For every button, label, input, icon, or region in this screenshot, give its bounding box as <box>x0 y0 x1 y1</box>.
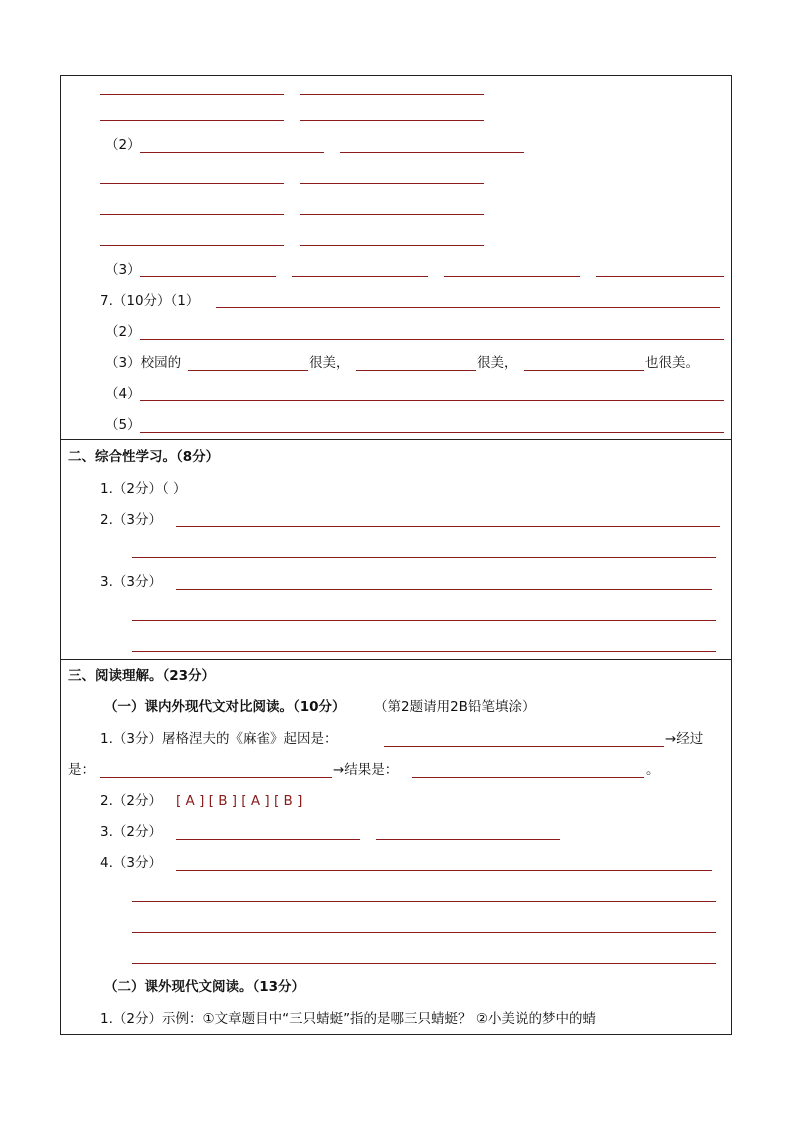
answer-line[interactable] <box>596 276 724 277</box>
answer-line[interactable] <box>412 777 644 778</box>
answer-line[interactable] <box>444 276 580 277</box>
section-heading: 三、阅读理解。（23分） <box>68 668 216 684</box>
section-divider <box>60 659 732 660</box>
answer-line[interactable] <box>188 370 308 371</box>
question-label: 3.（3分） <box>100 574 162 590</box>
subsection-note: （第2题请用2B铅笔填涂） <box>374 699 536 715</box>
question-label: 2.（3分） <box>100 512 162 528</box>
question-label: 4.（3分） <box>100 855 162 871</box>
question-label: （3） <box>105 262 141 278</box>
answer-line[interactable] <box>300 183 484 184</box>
answer-line[interactable] <box>140 276 276 277</box>
answer-line[interactable] <box>100 245 284 246</box>
answer-line[interactable] <box>376 839 560 840</box>
answer-line[interactable] <box>100 214 284 215</box>
question-label: 7.（10分）（1） <box>100 293 200 309</box>
question-text: 是： <box>68 762 95 778</box>
question-label: （2） <box>105 137 141 153</box>
answer-line[interactable] <box>132 651 716 652</box>
answer-line[interactable] <box>292 276 428 277</box>
question-label: （2） <box>105 324 141 340</box>
question-text: →经过 <box>665 731 704 747</box>
answer-line[interactable] <box>176 839 360 840</box>
answer-line[interactable] <box>132 557 716 558</box>
section-divider <box>60 439 732 440</box>
answer-line[interactable] <box>132 963 716 964</box>
subsection-heading: （二）课外现代文阅读。（13分） <box>104 979 306 995</box>
answer-line[interactable] <box>132 620 716 621</box>
section-heading: 二、综合性学习。（8分） <box>68 449 220 465</box>
answer-line[interactable] <box>300 245 484 246</box>
answer-line[interactable] <box>300 94 484 95</box>
answer-line[interactable] <box>216 307 720 308</box>
answer-line[interactable] <box>140 400 724 401</box>
answer-line[interactable] <box>132 901 716 902</box>
answer-line[interactable] <box>100 120 284 121</box>
answer-line[interactable] <box>176 589 712 590</box>
answer-line[interactable] <box>176 526 720 527</box>
question-label: 1.（2分）（ ） <box>100 481 187 497</box>
question-text: 1.（3分）屠格涅夫的《麻雀》起因是： <box>100 731 338 747</box>
answer-line[interactable] <box>300 120 484 121</box>
question-label: （5） <box>105 417 141 433</box>
answer-line[interactable] <box>100 777 332 778</box>
question-text: （3）校园的 <box>105 355 182 371</box>
answer-line[interactable] <box>140 152 324 153</box>
answer-line[interactable] <box>100 94 284 95</box>
question-text: 1.（2分）示例：①文章题目中“三只蜻蜓”指的是哪三只蜻蜓？ ②小美说的梦中的蜻 <box>100 1011 596 1027</box>
question-text: →结果是： <box>333 762 399 778</box>
answer-line[interactable] <box>140 339 724 340</box>
question-label: 2.（2分） <box>100 793 162 809</box>
answer-line[interactable] <box>384 746 664 747</box>
question-label: （4） <box>105 386 141 402</box>
answer-line[interactable] <box>524 370 644 371</box>
question-text: 很美， <box>477 355 518 371</box>
question-text: 也很美。 <box>645 355 699 371</box>
answer-line[interactable] <box>300 214 484 215</box>
answer-line[interactable] <box>340 152 524 153</box>
answer-line[interactable] <box>176 870 712 871</box>
question-text: 很美， <box>309 355 350 371</box>
answer-line[interactable] <box>100 183 284 184</box>
choice-bubbles[interactable]: [ A ] [ B ] [ A ] [ B ] <box>176 793 303 809</box>
answer-line[interactable] <box>132 932 716 933</box>
answer-line[interactable] <box>140 432 724 433</box>
answer-sheet-frame <box>60 75 732 1035</box>
question-text: 。 <box>646 762 660 778</box>
subsection-heading: （一）课内外现代文对比阅读。（10分） <box>104 699 346 715</box>
question-label: 3.（2分） <box>100 824 162 840</box>
answer-line[interactable] <box>356 370 476 371</box>
